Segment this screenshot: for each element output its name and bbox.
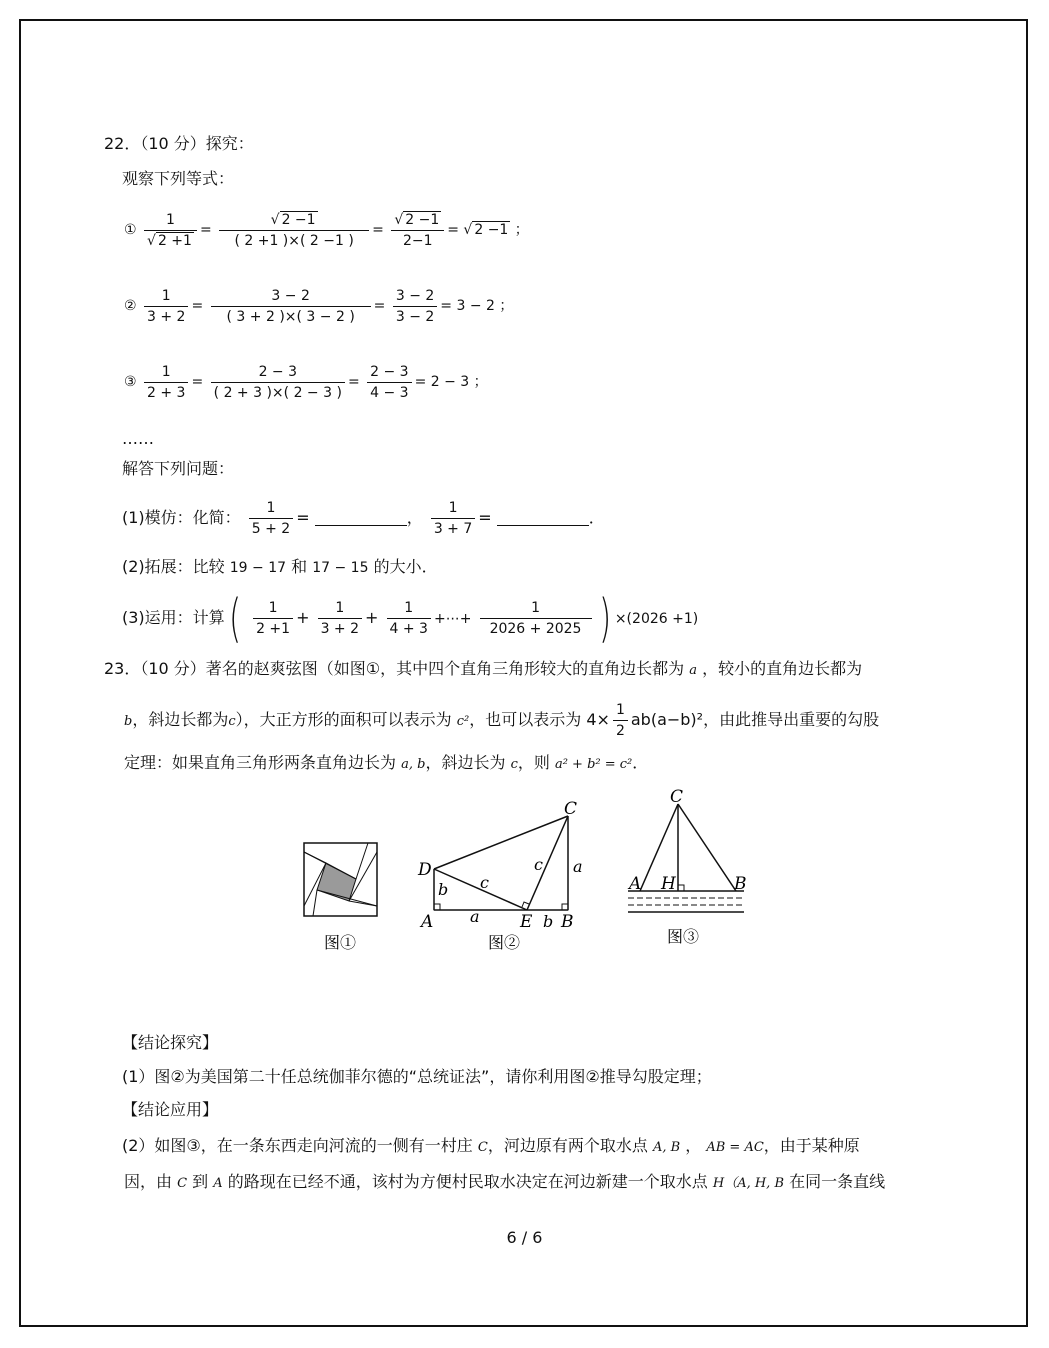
- answer-prompt: 解答下列问题：: [122, 459, 235, 478]
- equation-3: ③ $\frac{1}{2 + 3}$ = $\frac{2 - 3}{( 2 + 3 )\times( 2 - 3 )}$ = $\frac{2 - 3}{4 - 3}$ = 2 − 3 ；: [124, 363, 488, 401]
- fig2-label-C: C: [564, 799, 578, 819]
- marker-2: ②: [124, 298, 137, 314]
- fig2-label-b-left: b: [438, 880, 449, 899]
- q22-part2: (2)拓展：比较 19 − 17 和 17 − 15 的大小．: [122, 557, 438, 576]
- equation-1: ① $\frac{1}{√ 2 +1}$ = $\frac{√ 2 -1}{( 2 +1 )\times( 2 -1 )}$ = $\frac{√ 2 -1}{2-1}$ = √ 2 −1 ；: [124, 211, 529, 249]
- q23-line2: b，斜边长都为c），大正方形的面积可以表示为 c²，也可以表示为 4× $\frac{1}{2}$ ab(a−b)²，由此推导出重要的勾股: [124, 702, 880, 739]
- figure-2-caption: 图②: [488, 933, 521, 952]
- fig2-label-A: A: [421, 912, 434, 932]
- fig3-label-A: A: [629, 874, 642, 894]
- fig2-label-b-bottom: b: [543, 912, 554, 931]
- figures-area: [0, 780, 1049, 960]
- q23-line1: 23．（10 分）著名的赵爽弦图（如图①，其中四个直角三角形较大的直角边长都为 a ，较小的直角边长都为: [104, 659, 863, 678]
- fig2-label-E: E: [520, 912, 533, 932]
- q23-part1: (1）图②为美国第二十任总统伽菲尔德的“总统证法”，请你利用图②推导勾股定理；: [122, 1067, 712, 1086]
- conclusion-explore-heading: 【结论探究】: [122, 1033, 219, 1052]
- fig2-label-D: D: [418, 860, 432, 880]
- q23-line3: 定理：如果直角三角形两条直角边长为 a, b，斜边长为 c，则 a² + b² = c²．: [124, 753, 649, 772]
- fig2-label-B: B: [561, 912, 574, 932]
- equation-2: ② $\frac{1}{3 + 2}$ = $\frac{3 - 2}{( 3 + 2 )\times( 3 - 2 )}$ = $\frac{3 - 2}{3 - 2}$ = 3 − 2 ；: [124, 287, 514, 325]
- fig3-label-H: H: [661, 874, 676, 894]
- marker-3: ③: [124, 374, 137, 390]
- page-number: 6 / 6: [506, 1228, 543, 1247]
- fig2-label-a-bottom: a: [470, 907, 480, 926]
- fig2-label-c-right: c: [534, 855, 543, 874]
- figure-3-caption: 图③: [667, 927, 700, 946]
- marker-1: ①: [124, 222, 137, 238]
- conclusion-apply-heading: 【结论应用】: [122, 1100, 219, 1119]
- q22-observe: 观察下列等式：: [122, 169, 235, 188]
- answer-blank-2[interactable]: [497, 511, 589, 526]
- figure-2-diagram: [434, 816, 568, 910]
- q22-part1: (1)模仿：化简： $\frac{1}{5 + 2}$ = ， $\frac{1}{3 + 7}$ = ．: [122, 500, 605, 537]
- fig3-label-C: C: [670, 787, 684, 807]
- fig3-label-B: B: [734, 874, 747, 894]
- figure-1-diagram: [304, 843, 377, 916]
- q22-part3: (3)运用：计算( $\frac{1}{2 +1}$ + $\frac{1}{3 + 2}$ + $\frac{1}{4 + 3}$ +⋯+ $\frac{1}{2026 + 2025}$ ) ×(2026 +1): [122, 588, 699, 649]
- ellipsis: ……: [122, 429, 154, 448]
- answer-blank-1[interactable]: [315, 511, 407, 526]
- figure-3-diagram: [628, 804, 744, 912]
- figure-1-caption: 图①: [324, 933, 357, 952]
- q23-part2-line1: (2）如图③，在一条东西走向河流的一侧有一村庄 C，河边原有两个取水点 A, B ， AB = AC，由于某种原: [122, 1136, 860, 1155]
- fig2-label-a-right: a: [573, 857, 583, 876]
- q22-header: 22．（10 分）探究：: [104, 134, 254, 153]
- q23-part2-line2: 因，由 C 到 A 的路现在已经不通，该村为方便村民取水决定在河边新建一个取水点 H（A, H, B 在同一条直线: [124, 1172, 886, 1191]
- fig2-label-c-mid: c: [480, 873, 489, 892]
